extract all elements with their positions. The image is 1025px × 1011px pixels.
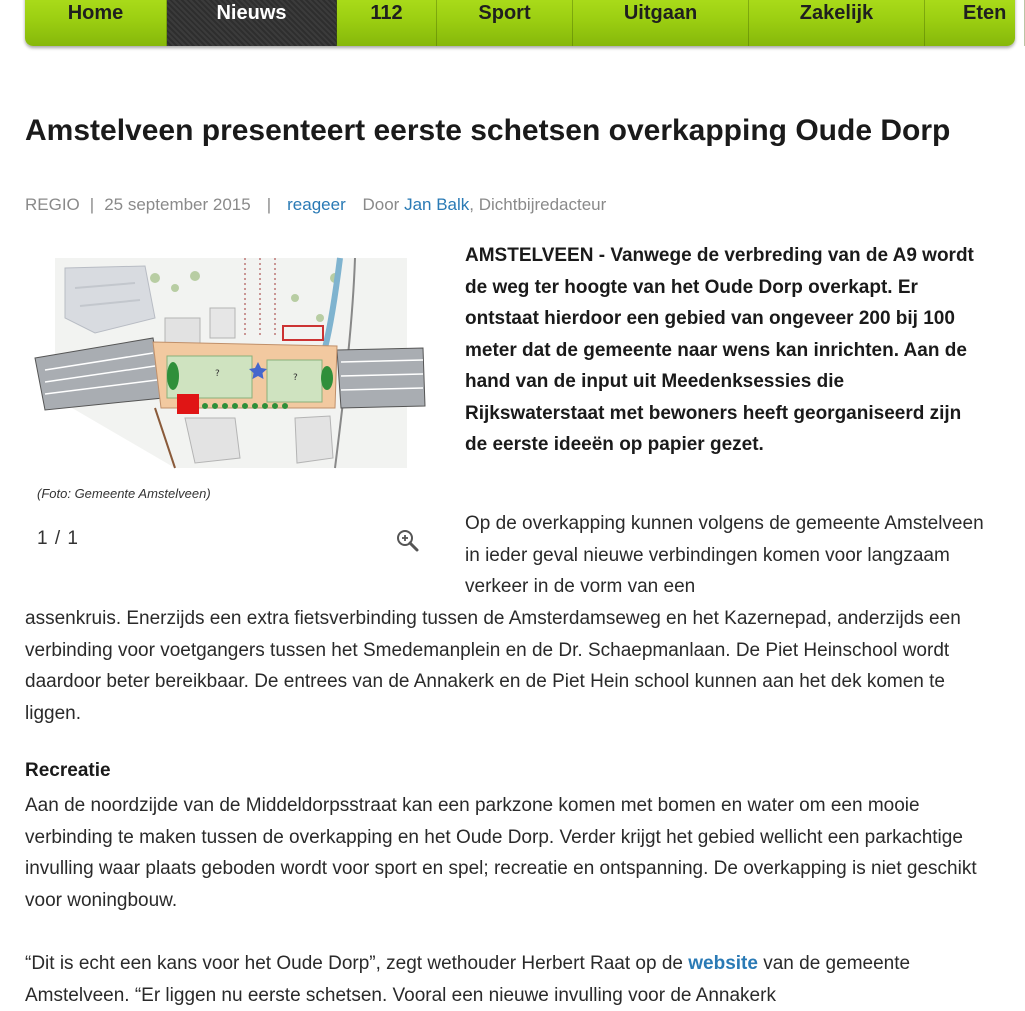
nav-item-112[interactable]: 112: [337, 0, 437, 46]
svg-text:?: ?: [215, 369, 220, 379]
author-link[interactable]: Jan Balk: [404, 195, 470, 214]
article-paragraph: assenkruis. Enerzijds een extra fietsverbinding tussen de Amsterdamseweg en het Kazernepad, anderzijds een verbinding voor voetgangers tussen het Smedemanplein en de Dr. Schaepmanlaan. De Piet Heinschool wordt daardoor beter bereikbaar. De entrees van de Annakerk en de Piet Hein school kunnen aan het dek komen te liggen.: [25, 608, 961, 724]
article-image[interactable]: [35, 258, 425, 468]
article-lead: AMSTELVEEN - Vanwege de verbreding van de A9 wordt de weg ter hoogte van het Oude Dorp overkapt. Er ontstaat hierdoor een gebied van ongeveer 200 bij 100 meter dat de gemeente naar wens kan inrichten. Aan de hand van de input uit Meedenksessies die Rijkswaterstaat met bewoners heeft georganiseerd zijn de eerste ideeën op papier gezet.: [465, 245, 974, 455]
author-role: , Dichtbijredacteur: [469, 195, 607, 214]
website-link[interactable]: website: [688, 953, 758, 974]
svg-text:?: ?: [293, 373, 298, 383]
paragraph-text: “Dit is echt een kans voor het Oude Dorp”, zegt wethouder Herbert Raat op de: [25, 953, 689, 974]
meta-separator: |: [89, 195, 95, 214]
comment-link[interactable]: reageer: [287, 195, 346, 214]
nav-item-nieuws[interactable]: Nieuws: [167, 0, 337, 46]
zoom-in-icon[interactable]: [395, 528, 419, 552]
article-paragraph: Aan de noordzijde van de Middeldorpsstraat kan een parkzone komen met bomen en water om een mooie verbinding te maken tussen de overkapping en het Oude Dorp. Verder krijgt het gebied wellicht een parkachtige invulling waar plaats geboden wordt voor sport en spel; recreatie en ontspanning. De overkapping is niet geschikt voor woningbouw.: [25, 795, 977, 911]
section-heading: Recreatie: [25, 760, 111, 781]
article-paragraph: [25, 948, 985, 1011]
publish-date: 25 september 2015: [104, 195, 251, 214]
nav-item-eten[interactable]: Eten: [925, 0, 1025, 46]
category-label: REGIO: [25, 195, 80, 214]
meta-separator: |: [266, 195, 272, 214]
article-meta: [25, 195, 606, 215]
nav-item-uitgaan[interactable]: Uitgaan: [573, 0, 749, 46]
article-title: Amstelveen presenteert eerste schetsen overkapping Oude Dorp: [25, 114, 951, 147]
nav-item-sport[interactable]: Sport: [437, 0, 573, 46]
article-paragraph: Op de overkapping kunnen volgens de gemeente Amstelveen in ieder geval nieuwe verbindingen komen voor langzaam verkeer in de vorm van een: [465, 513, 984, 597]
image-caption: (Foto: Gemeente Amstelveen): [37, 486, 211, 501]
byline-prefix: Door: [362, 195, 400, 214]
image-counter: 1 / 1: [37, 528, 79, 549]
nav-item-home[interactable]: Home: [25, 0, 167, 46]
main-nav: [25, 0, 1015, 46]
nav-item-zakelijk[interactable]: Zakelijk: [749, 0, 925, 46]
paragraph-text: van de gemeente Amstelveen. “Er liggen nu eerste schetsen. Vooral een nieuwe invulling voor de Annakerk: [25, 953, 911, 1006]
